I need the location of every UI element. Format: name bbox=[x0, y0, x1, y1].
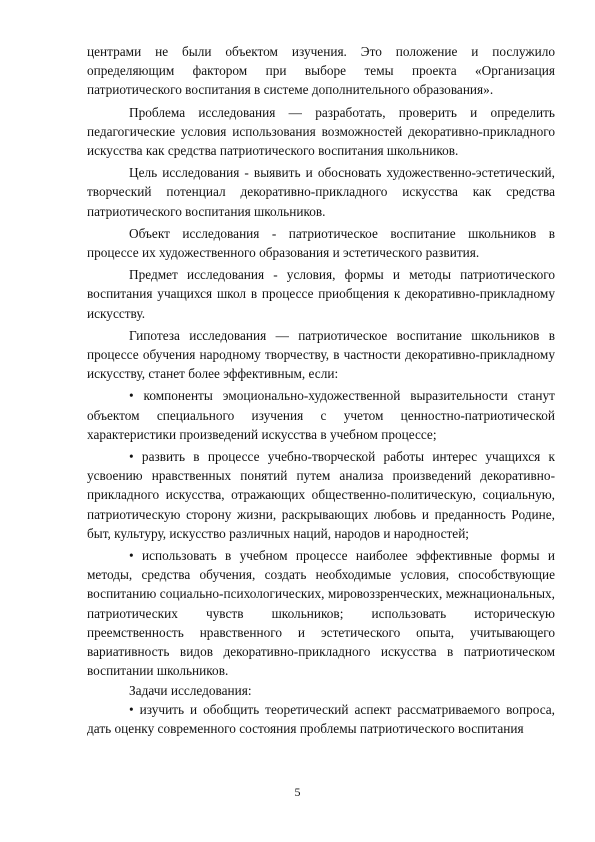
paragraph-object: Объект исследования - патриотическое воспитание школьников в процессе их художественного образования и эстетического развития. bbox=[87, 225, 555, 261]
body-text bbox=[87, 42, 555, 738]
bullet-item: • развить в процессе учебно-творческой работы интерес учащихся к усвоению нравственных понятий путем анализа произведений декоративно-прикладного искусства, отражающих общественно-политическую, социальную, патриотическую сторону жизни, раскрывающих любовь и преданность Родине, быт, культуру, искусство различных наций, народов и народностей; bbox=[87, 449, 555, 541]
paragraph-problem: Проблема исследования — разработать, проверить и определить педагогические условия использования возможностей декоративно-прикладного искусства как средства патриотического воспитания школьников. bbox=[87, 104, 555, 159]
paragraph-tasks-heading: Задачи исследования: bbox=[129, 682, 252, 698]
page-number: 5 bbox=[294, 785, 301, 799]
paragraph-goal: Цель исследования - выявить и обосновать художественно-эстетический, творческий потенциал декоративно-прикладного искусства как средства патриотического воспитания школьников. bbox=[87, 165, 555, 219]
bullet-item: • компоненты эмоционально-художественной выразительности станут объектом специального изучения с учетом ценностно-патриотической характеристики произведений искусства в учебном процессе; bbox=[87, 388, 555, 442]
bullet-item: • использовать в учебном процессе наиболее эффективные формы и методы, средства обучения, создать необходимые условия, способствующие воспитанию социально-психологических, мировоззренческих, межнациональных, патриотических чувств школьников; использовать историческую преемственность нравственного и эстетического опыта, учитывающего вариативность видов декоративно-прикладного искусства в патриотическом воспитании школьников. bbox=[87, 548, 555, 679]
paragraph-subject: Предмет исследования - условия, формы и методы патриотического воспитания учащихся школ в процессе приобщения к декоративно-прикладному искусству. bbox=[87, 267, 555, 321]
paragraph-continuation: центрами не были объектом изучения. Это положение и послужило определяющим фактором при выборе темы проекта «Организация патриотического воспитания в системе дополнительного образования». bbox=[87, 44, 555, 98]
paragraph-hypothesis: Гипотеза исследования — патриотическое воспитание школьников в процессе обучения народному творчеству, в частности декоративно-прикладному искусству, станет более эффективным, если: bbox=[87, 327, 555, 382]
bullet-item: • изучить и обобщить теоретический аспект рассматриваемого вопроса, дать оценку современного состояния проблемы патриотического воспитания bbox=[87, 701, 555, 736]
